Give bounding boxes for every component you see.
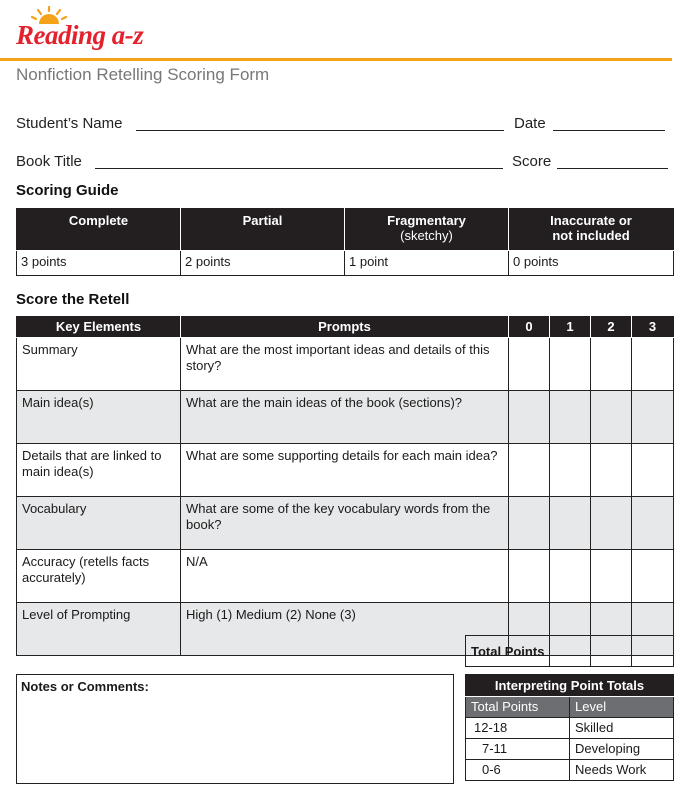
score-line[interactable] [557,168,668,169]
guide-value-inaccurate: 0 points [509,251,674,276]
scoring-guide-table [16,208,674,276]
score-retell-table [16,316,674,656]
student-name-line[interactable] [136,130,504,131]
score-cell[interactable] [591,497,632,550]
prompt: What are some supporting details for each main idea? [181,444,509,497]
score-label: Score [512,153,552,170]
retell-header-score-2: 2 [591,317,632,338]
retell-header-key-elements: Key Elements [17,317,181,338]
score-cell[interactable] [632,444,674,497]
scoring-guide-title: Scoring Guide [16,182,119,199]
retell-row [17,497,674,550]
total-cell[interactable] [632,636,674,667]
book-title-line[interactable] [95,168,503,169]
interp-header-points: Total Points [466,697,570,718]
score-cell[interactable] [550,444,591,497]
reading-az-logo [16,6,176,52]
interp-row [466,718,674,739]
key-element: Accuracy (retells facts accurately) [17,550,181,603]
interp-level: Needs Work [570,760,674,781]
score-cell[interactable] [550,550,591,603]
guide-header-inaccurate: Inaccurate or not included [509,209,674,251]
guide-header-complete: Complete [17,209,181,251]
score-cell[interactable] [632,550,674,603]
score-retell-title: Score the Retell [16,291,130,308]
prompt: High (1) Medium (2) None (3) [181,603,509,656]
interpreting-table [465,674,674,781]
score-cell[interactable] [632,497,674,550]
key-element: Main idea(s) [17,391,181,444]
total-cell[interactable] [550,636,591,667]
interp-row [466,760,674,781]
date-line[interactable] [553,130,665,131]
interp-points: 0-6 [466,760,570,781]
form-title: Nonfiction Retelling Scoring Form [16,65,270,84]
score-cell[interactable] [550,391,591,444]
interp-level: Skilled [570,718,674,739]
prompt: What are the main ideas of the book (sections)? [181,391,509,444]
score-cell[interactable] [591,444,632,497]
logo-text: Reading a-z [16,20,144,50]
score-cell[interactable] [509,497,550,550]
retell-row [17,444,674,497]
score-cell[interactable] [509,550,550,603]
guide-value-partial: 2 points [181,251,345,276]
score-cell[interactable] [591,550,632,603]
retell-row [17,391,674,444]
date-label: Date [514,115,546,132]
retell-row [17,338,674,391]
retell-header-score-1: 1 [550,317,591,338]
score-cell[interactable] [509,338,550,391]
interp-row [466,739,674,760]
prompt: What are some of the key vocabulary words from the book? [181,497,509,550]
score-cell[interactable] [591,391,632,444]
score-cell[interactable] [632,338,674,391]
score-cell[interactable] [550,497,591,550]
interp-level: Developing [570,739,674,760]
retell-header-score-3: 3 [632,317,674,338]
guide-header-partial: Partial [181,209,345,251]
score-cell[interactable] [632,391,674,444]
guide-value-fragmentary: 1 point [345,251,509,276]
retell-header-score-0: 0 [509,317,550,338]
notes-box[interactable] [16,674,454,784]
key-element: Summary [17,338,181,391]
score-cell[interactable] [550,338,591,391]
interp-points: 7-11 [466,739,570,760]
guide-value-complete: 3 points [17,251,181,276]
notes-label: Notes or Comments: [21,679,149,694]
student-name-label: Student’s Name [16,115,123,132]
interpreting-title: Interpreting Point Totals [466,675,674,697]
retell-header-prompts: Prompts [181,317,509,338]
total-points-label: Total Points [466,636,550,667]
key-element: Level of Prompting [17,603,181,656]
retell-row [17,550,674,603]
score-cell[interactable] [509,444,550,497]
key-element: Details that are linked to main idea(s) [17,444,181,497]
total-cell[interactable] [591,636,632,667]
total-points-table [465,635,674,667]
interp-header-level: Level [570,697,674,718]
score-cell[interactable] [591,338,632,391]
header-rule [0,58,672,61]
book-title-label: Book Title [16,153,82,170]
key-element: Vocabulary [17,497,181,550]
prompt: N/A [181,550,509,603]
guide-header-fragmentary: Fragmentary (sketchy) [345,209,509,251]
prompt: What are the most important ideas and details of this story? [181,338,509,391]
score-cell[interactable] [509,391,550,444]
interp-points: 12-18 [466,718,570,739]
